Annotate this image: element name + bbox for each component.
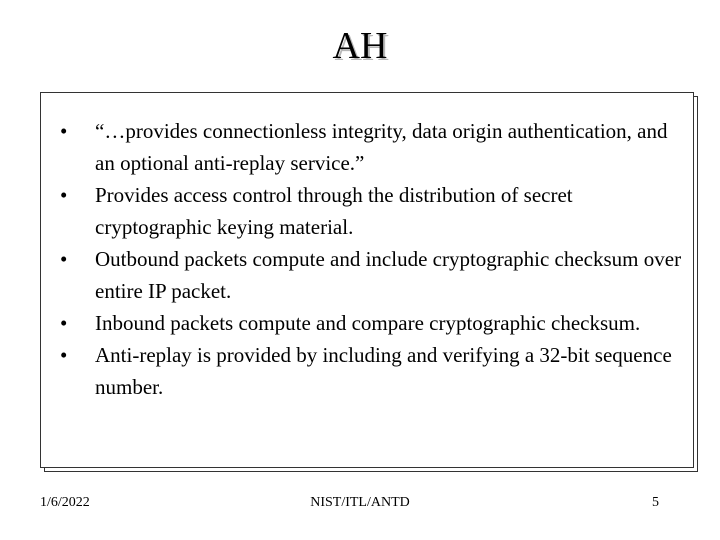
bullet-list: [60, 115, 686, 403]
bullet-item: [60, 307, 686, 339]
bullet-marker: •: [60, 311, 68, 335]
footer-organization: NIST/ITL/ANTD: [310, 495, 410, 510]
bullet-marker: •: [60, 247, 68, 271]
bullet-item: [60, 179, 686, 243]
bullet-item: [60, 115, 686, 179]
bullet-text: Inbound packets compute and compare cryptographic checksum.: [95, 311, 641, 335]
bullet-marker: •: [60, 183, 68, 207]
bullet-marker: •: [60, 343, 68, 367]
bullet-item: [60, 339, 686, 403]
bullet-text: Provides access control through the distribution of secret cryptographic keying material.: [95, 183, 573, 239]
slide-title: AH: [332, 25, 388, 67]
bullet-text: Anti-replay is provided by including and verifying a 32-bit sequence number.: [95, 343, 672, 399]
bullet-text: “…provides connectionless integrity, data origin authentication, and an optional anti-replay service.”: [95, 119, 668, 175]
bullet-item: [60, 243, 686, 307]
bullet-marker: •: [60, 119, 68, 143]
page-number: 5: [652, 495, 659, 510]
footer-date: 1/6/2022: [40, 495, 90, 510]
bullet-text: Outbound packets compute and include cryptographic checksum over entire IP packet.: [95, 247, 682, 303]
